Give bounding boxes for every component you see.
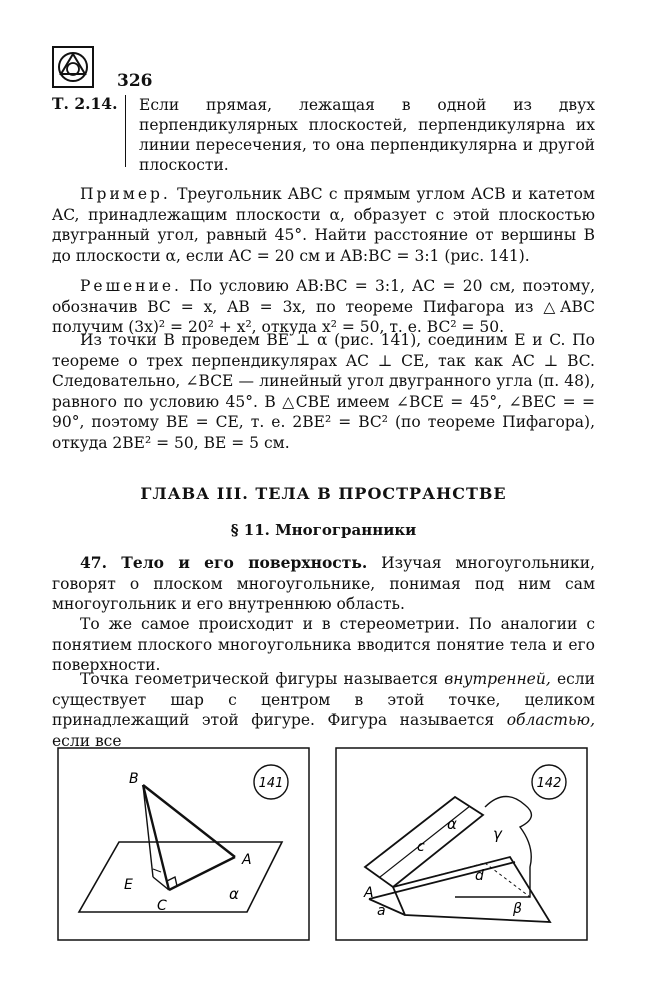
label-gamma: γ [493,825,502,843]
solution-head: Решение. [80,277,182,295]
label-B: B [129,771,139,787]
figure-141-number: 141 [258,776,284,791]
label-beta: β [513,901,522,917]
interior-point-paragraph [52,669,595,751]
example-text: Треугольник ABC с прямым углом ACB и катетом AC, принадлежащим плоскости α, образует с этой плоскостью двугранный угол, равный 45°. Найти расстояние от вершины B до плоскости α, если AC = 20 см и AB:BC = 3:1 (рис. 141). [52,185,595,265]
theorem-divider [125,95,126,167]
label-A: A [242,852,252,868]
theorem-label: Т. 2.14. [52,94,118,113]
example-paragraph [52,184,595,266]
label-d: d [475,868,484,884]
label-C: C [157,898,167,914]
solution-paragraph [52,276,595,338]
continuation-text: Из точки B проведем BE ⊥ α (рис. 141), соединим E и C. По теореме о трех перпендикулярах AC ⊥ CE, так как AC ⊥ BC. Следовательно, ∠BCE — линейный угол двугранного угла (п. 48), равного по условию 45°. В △CBE имеем ∠BCE = 45°, ∠BEC = = 90°, поэтому BE = CE, т. е. 2BE² = BC² (по теореме Пифагора), откуда 2BE² = 50, BE = 5 см. [52,331,595,452]
term-region: областью, [506,711,595,729]
term-interior: внутренней, [444,670,551,688]
chapter-title: ГЛАВА III. ТЕЛА В ПРОСТРАНСТВЕ [140,484,507,503]
figure-141 [57,747,310,941]
stereo-paragraph [52,614,595,676]
continuation-paragraph [52,330,595,453]
item-47-paragraph [52,553,595,615]
label-c: c [417,839,425,855]
theorem-text: Если прямая, лежащая в одной из двух перпендикулярных плоскостей, перпендикулярна их линии пересечения, то она перпендикулярна и другой плоскости. [139,96,595,174]
page-number: 326 [117,71,153,91]
label-E: E [124,877,133,893]
book-logo-icon [52,46,94,88]
point-text-before: Точка геометрической фигуры называется [80,670,439,688]
label-alpha: α [229,885,239,903]
solution-text: По условию AB:BC = 3:1, AC = 20 см, поэтому, обозначив BC = x, AB = 3x, по теореме Пифагора из △ABC получим (3x)² = 20² + x², откуда x² = 50, т. е. BC² = 50. [52,277,595,336]
figure-142 [335,747,588,941]
section-title: § 11. Многогранники [230,521,417,539]
label-a: a [377,903,386,919]
item-47-heading: 47. Тело и его поверхность. [80,553,368,572]
stereo-text: То же самое происходит и в стереометрии. По аналогии с понятием плоского многоугольника вводится понятие тела и его поверхности. [52,615,595,674]
point-text-middle: если существует шар с центром в этой точке, целиком принадлежащий этой фигуре. Фигура называется [52,670,595,729]
label-A: A [364,885,374,901]
example-head: Пример. [80,185,171,203]
figure-142-number: 142 [536,776,562,791]
item-47-text: Изучая многоугольники, говорят о плоском многоугольнике, понимая под ним сам многоугольник и его внутреннюю область. [52,554,595,613]
label-alpha: α [447,815,457,833]
point-text-after: если все [52,731,122,750]
